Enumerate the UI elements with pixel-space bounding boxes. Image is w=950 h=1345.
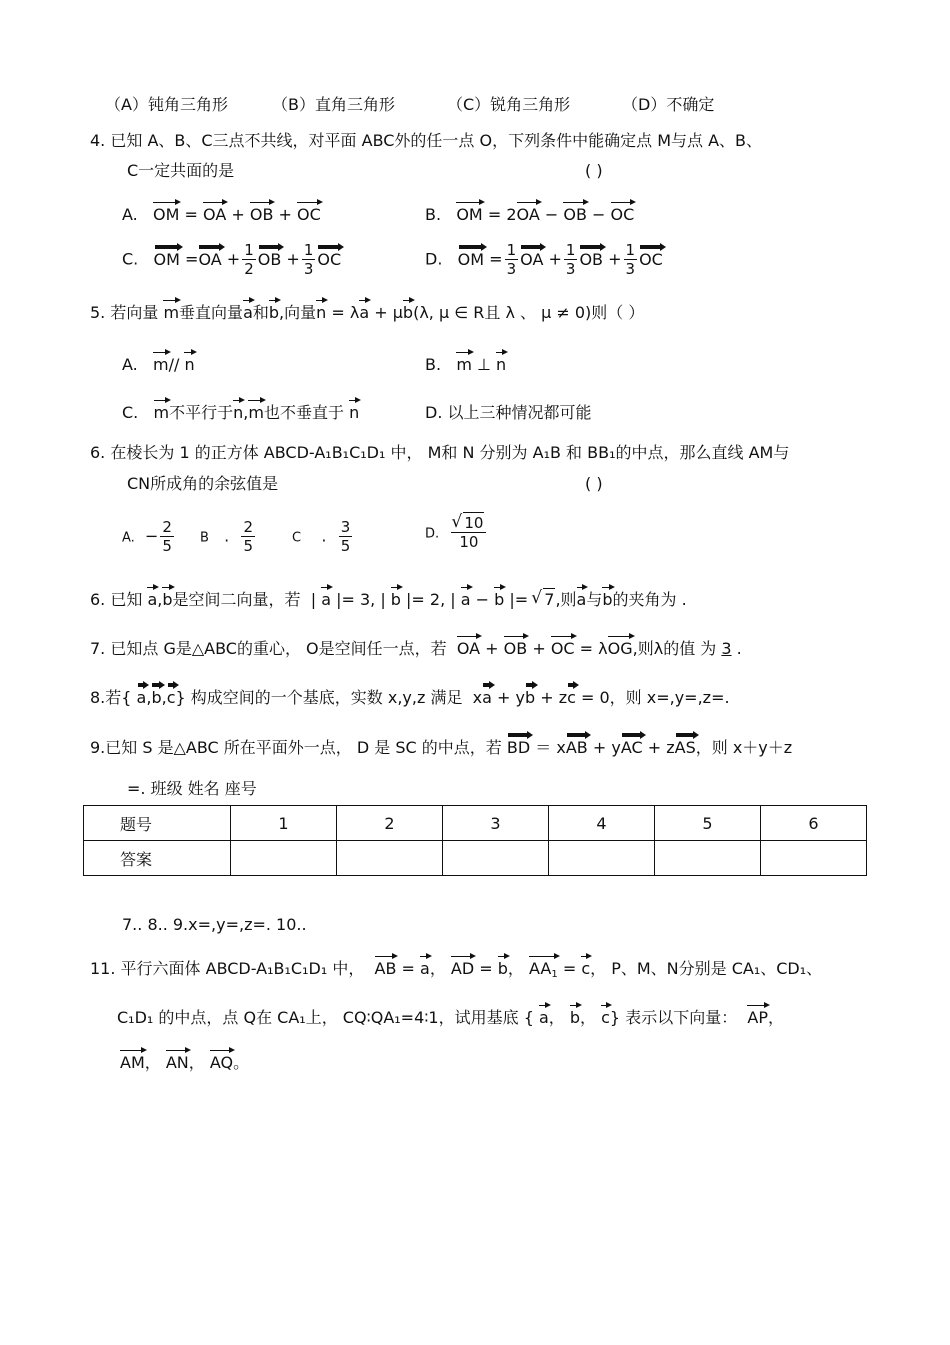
answer-table-answer-row bbox=[84, 841, 867, 876]
q11-stem-line3: AM， AN， AQ。 bbox=[120, 1053, 250, 1072]
answer-cell-3[interactable] bbox=[443, 841, 549, 876]
answer-table bbox=[83, 805, 867, 876]
q3-option-c: （C）锐角三角形 bbox=[447, 95, 571, 114]
fill-in-answers: 7.. 8.. 9.x=,y=,z=. 10.. bbox=[122, 915, 307, 934]
q7-stem: 7. 已知点 G是△ABC的重心， O是空间任一点，若 OA + OB + OC = λOG,则λ的值 为 3 . bbox=[90, 639, 742, 658]
answer-table-col-2: 2 bbox=[337, 806, 443, 841]
answer-cell-5[interactable] bbox=[655, 841, 761, 876]
q4-option-d: D. OM = $\frac{1}{3}$ OA + $\frac{1}{3}$ OB + $\frac{1}{3}$ OC bbox=[425, 241, 663, 278]
q9-stem-line1: 9.已知 S 是△ABC 所在平面外一点， D 是 SC 的中点，若 BD ＝ xAB + yAC + zAS，则 x＋y＋z bbox=[90, 738, 793, 757]
q6-answer-paren: ( ) bbox=[585, 474, 603, 493]
q4-stem-line2: C一定共面的是 bbox=[127, 161, 235, 180]
answer-cell-1[interactable] bbox=[231, 841, 337, 876]
q7-answer: 3 bbox=[721, 639, 732, 658]
q8-stem: 8.若{ a,b,c} 构成空间的一个基底，实数 x,y,z 满足 xa + yb + zc = 0，则 x=,y=,z=. bbox=[90, 688, 730, 707]
answer-cell-6[interactable] bbox=[761, 841, 867, 876]
answer-table-col-3: 3 bbox=[443, 806, 549, 841]
q9-stem-line2: =. 班级 姓名 座号 bbox=[127, 779, 257, 798]
answer-table-row-label: 答案 bbox=[84, 841, 231, 876]
q4-option-b: B. OM = 2OA − OB − OC bbox=[425, 205, 635, 224]
q5-option-d: D. 以上三种情况都可能 bbox=[425, 403, 592, 422]
q6-option-d: D. √ $\frac{10}{10}$ bbox=[425, 516, 488, 550]
q5-option-c: C. m不平行于n,m也不垂直于 n bbox=[122, 403, 360, 422]
q6b-stem: 6. 已知 a,b是空间二向量，若 | a |= 3, | b |= 2, | a − b |= √ 7,则a与b的夹角为 . bbox=[90, 592, 687, 608]
answer-table-col-6: 6 bbox=[761, 806, 867, 841]
q6-option-b: B . $\frac{2}{5}$ bbox=[200, 518, 253, 555]
q4-option-a: A. OM = OA + OB + OC bbox=[122, 205, 321, 224]
q5-stem: 5. 若向量 m垂直向量a和b,向量n = λa + μb(λ, μ ∈ R且 λ 、 μ ≠ 0)则（ ） bbox=[90, 303, 645, 322]
q3-option-a: （A）钝角三角形 bbox=[105, 95, 228, 114]
answer-table-col-1: 1 bbox=[231, 806, 337, 841]
q3-option-b: （B）直角三角形 bbox=[272, 95, 395, 114]
q5-option-b: B. m ⊥ n bbox=[425, 355, 507, 374]
q4-answer-paren: ( ) bbox=[585, 161, 603, 180]
q6-stem-line1: 6. 在棱长为 1 的正方体 ABCD-A₁B₁C₁D₁ 中， M和 N 分别为 A₁B 和 BB₁的中点，那么直线 AM与 bbox=[90, 443, 790, 462]
answer-table-header-label: 题号 bbox=[84, 806, 231, 841]
q5-option-a: A. m// n bbox=[122, 355, 195, 374]
answer-table-col-4: 4 bbox=[549, 806, 655, 841]
q6-option-a: A. − $\frac{2}{5}$ bbox=[122, 518, 172, 555]
q4-stem-line1: 4. 已知 A、B、C三点不共线，对平面 ABC外的任一点 O，下列条件中能确定点 M与点 A、B、 bbox=[90, 131, 763, 150]
q4-option-c: C. OM =OA + $\frac{1}{2}$ OB + $\frac{1}{3}$ OC bbox=[122, 241, 342, 278]
q11-stem-line1: 11. 平行六面体 ABCD-A₁B₁C₁D₁ 中， AB = a， AD = b， $AA_1 = c$， P、M、N分别是 CA₁、CD₁、 bbox=[90, 959, 823, 980]
answer-table-header-row bbox=[84, 806, 867, 841]
q11-stem-line2: C₁D₁ 的中点，点 Q在 CA₁上， CQ∶QA₁=4∶1，试用基底 { a， b， c} 表示以下向量： AP， bbox=[117, 1008, 784, 1027]
q6-stem-line2: CN所成角的余弦值是 bbox=[127, 474, 279, 493]
answer-table-col-5: 5 bbox=[655, 806, 761, 841]
answer-cell-4[interactable] bbox=[549, 841, 655, 876]
q3-option-d: （D）不确定 bbox=[622, 95, 715, 114]
answer-cell-2[interactable] bbox=[337, 841, 443, 876]
q6-option-c: C . $\frac{3}{5}$ bbox=[292, 518, 351, 555]
